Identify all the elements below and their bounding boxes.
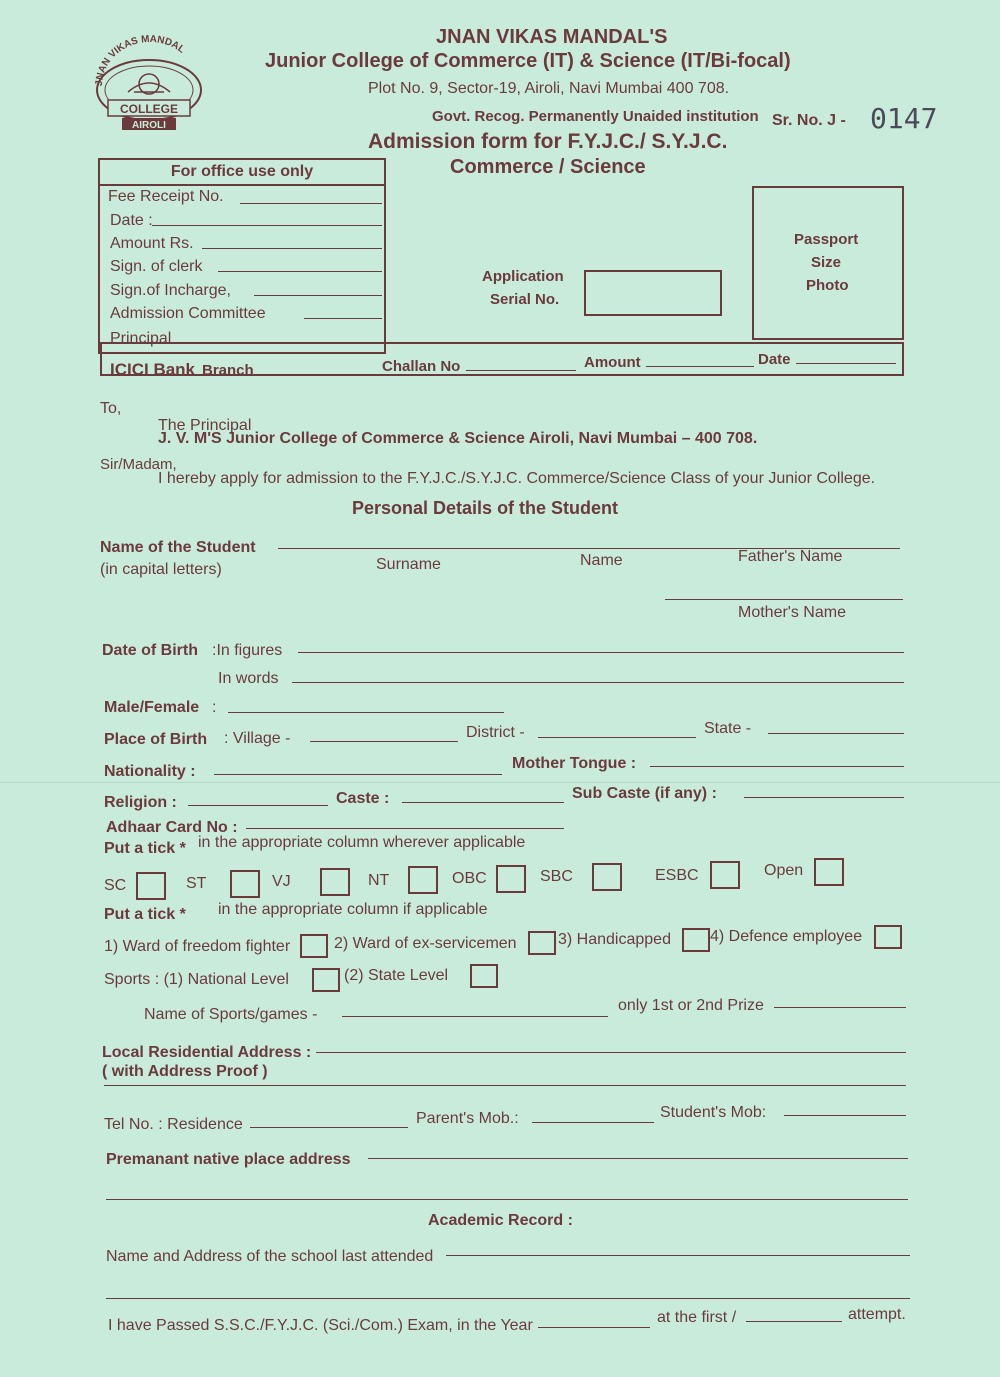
first-attempt-label: at the first /	[657, 1309, 737, 1326]
logo-place-text: AIROLI	[132, 120, 166, 131]
category-esbc-label: ESBC	[655, 867, 699, 884]
passed-exam-label: I have Passed S.S.C./F.Y.J.C. (Sci./Com.) Exam, in the Year	[108, 1317, 533, 1334]
college-logo	[88, 30, 210, 134]
gender-colon: :	[212, 699, 217, 716]
tel-residence-label: Tel No. : Residence	[104, 1116, 243, 1133]
category-sc-label: SC	[104, 877, 127, 894]
native-address-field-2[interactable]	[106, 1199, 908, 1200]
bank-date-field[interactable]	[796, 363, 896, 364]
branch-field[interactable]	[262, 374, 372, 375]
category-sc-checkbox[interactable]	[136, 872, 166, 900]
amount-label: Amount	[584, 354, 641, 371]
challan-field[interactable]	[466, 370, 576, 371]
logo-arc-text: JNAN VIKAS MANDAL	[93, 33, 187, 87]
sign-incharge-label: Sign.of Incharge,	[110, 282, 231, 299]
state-label: State -	[704, 720, 752, 737]
photo-label-line1: Passport	[794, 231, 859, 248]
mother-name-field[interactable]	[665, 599, 903, 600]
prize-field[interactable]	[774, 1007, 906, 1008]
serial-no-label: Serial No.	[490, 291, 560, 308]
ward-ex-servicemen-checkbox[interactable]	[528, 931, 556, 955]
category-tick-note: in the appropriate column wherever applicable	[198, 834, 526, 851]
challan-label: Challan No	[382, 358, 461, 375]
village-label: : Village -	[224, 730, 291, 747]
category-obc-label: OBC	[452, 870, 487, 887]
fee-receipt-label: Fee Receipt No.	[108, 188, 224, 205]
category-nt-checkbox[interactable]	[408, 866, 438, 894]
sports-name-field[interactable]	[342, 1016, 608, 1017]
defence-employee-label: 4) Defence employee	[710, 928, 863, 945]
academic-heading: Academic Record :	[428, 1212, 573, 1229]
recipient-label: The Principal	[158, 417, 252, 434]
sign-clerk-field[interactable]	[218, 271, 382, 272]
student-mob-label: Student's Mob:	[660, 1104, 767, 1121]
paper-fold-line	[0, 782, 1000, 783]
bank-date-label: Date	[758, 351, 791, 368]
school-last-attended-label: Name and Address of the school last attended	[106, 1248, 434, 1265]
adhaar-label: Adhaar Card No :	[106, 819, 238, 836]
category-sbc-checkbox[interactable]	[592, 863, 622, 891]
dob-figures-field[interactable]	[298, 652, 904, 653]
subcaste-label: Sub Caste (if any) :	[572, 785, 717, 802]
category-st-checkbox[interactable]	[230, 870, 260, 898]
caste-field[interactable]	[402, 802, 564, 803]
local-address-field-2[interactable]	[104, 1085, 906, 1086]
tel-residence-field[interactable]	[250, 1127, 408, 1128]
office-date-field[interactable]	[152, 225, 382, 226]
district-label: District -	[466, 724, 525, 741]
ward-freedom-fighter-checkbox[interactable]	[300, 934, 328, 958]
sports-state-label: (2) State Level	[344, 967, 449, 984]
mother-tongue-label: Mother Tongue :	[512, 755, 637, 772]
parent-mob-field[interactable]	[532, 1122, 654, 1123]
handicapped-checkbox[interactable]	[682, 928, 710, 952]
ward-freedom-fighter-label: 1) Ward of freedom fighter	[104, 938, 291, 955]
school-last-attended-field-2[interactable]	[106, 1298, 910, 1299]
nationality-field[interactable]	[214, 774, 502, 775]
personal-heading: Personal Details of the Student	[352, 498, 619, 518]
dob-words-label: In words	[218, 670, 279, 687]
office-date-label: Date :	[110, 212, 153, 229]
photo-label-line3: Photo	[806, 277, 849, 294]
religion-label: Religion :	[104, 794, 177, 811]
sign-clerk-label: Sign. of clerk	[110, 258, 203, 275]
college-address-line: J. V. M'S Junior College of Commerce & Science Airoli, Navi Mumbai – 400 708.	[158, 430, 758, 447]
local-address-sub: ( with Address Proof )	[102, 1063, 268, 1080]
salutation: Sir/Madam,	[100, 456, 177, 473]
sr-no-label: Sr. No. J -	[772, 112, 846, 129]
category-st-label: ST	[186, 875, 207, 892]
category-open-checkbox[interactable]	[814, 858, 844, 886]
attempt-field[interactable]	[746, 1321, 842, 1322]
category-esbc-checkbox[interactable]	[710, 861, 740, 889]
adhaar-field[interactable]	[246, 828, 564, 829]
pob-label: Place of Birth	[104, 731, 208, 748]
nationality-label: Nationality :	[104, 763, 196, 780]
form-subtitle: Commerce / Science	[450, 156, 646, 178]
admission-committee-field[interactable]	[304, 318, 382, 319]
father-name-label: Father's Name	[738, 548, 843, 565]
sports-name-label: Name of Sports/games -	[144, 1006, 318, 1023]
student-name-label: Name of the Student	[100, 539, 256, 556]
icici-label: ICICI Bank	[110, 360, 196, 379]
dob-words-field[interactable]	[292, 682, 904, 683]
subcaste-field[interactable]	[744, 797, 904, 798]
category-sbc-label: SBC	[540, 868, 573, 885]
category-tick-label: Put a tick *	[104, 840, 186, 857]
district-field[interactable]	[538, 737, 696, 738]
to-label: To,	[100, 400, 122, 417]
local-address-field-1[interactable]	[316, 1052, 906, 1053]
sports-state-checkbox[interactable]	[470, 964, 498, 988]
dob-label: Date of Birth	[102, 642, 198, 659]
special-tick-note: in the appropriate column if applicable	[218, 901, 488, 918]
mother-name-label: Mother's Name	[738, 604, 846, 621]
recognition-text: Govt. Recog. Permanently Unaided institution	[432, 108, 759, 125]
principal-label: Principal	[110, 330, 172, 347]
category-vj-label: VJ	[272, 873, 291, 890]
form-title: Admission form for F.Y.J.C./ S.Y.J.C.	[368, 130, 728, 153]
mother-tongue-field[interactable]	[650, 766, 904, 767]
application-body: I hereby apply for admission to the F.Y.J.C./S.Y.J.C. Commerce/Science Class of your Junior College.	[158, 470, 876, 487]
special-tick-label: Put a tick *	[104, 906, 186, 923]
amount-rs-label: Amount Rs.	[110, 235, 194, 252]
college-address: Plot No. 9, Sector-19, Airoli, Navi Mumbai 400 708.	[368, 80, 730, 97]
application-label: Application	[482, 268, 564, 285]
org-name: JNAN VIKAS MANDAL'S	[436, 26, 668, 48]
native-address-label: Premanant native place address	[106, 1151, 351, 1168]
student-mob-field[interactable]	[784, 1115, 906, 1116]
dob-figures-label: :In figures	[212, 642, 283, 659]
office-use-heading: For office use only	[100, 160, 384, 186]
serial-no-box[interactable]	[584, 270, 722, 316]
village-field[interactable]	[310, 741, 458, 742]
surname-label: Surname	[376, 556, 441, 573]
state-field[interactable]	[768, 733, 904, 734]
category-open-label: Open	[764, 862, 804, 879]
sign-incharge-field[interactable]	[254, 295, 382, 296]
gender-field[interactable]	[228, 712, 504, 713]
handicapped-label: 3) Handicapped	[558, 931, 671, 948]
fee-receipt-field[interactable]	[240, 203, 382, 204]
logo-college-text: COLLEGE	[119, 102, 179, 116]
admission-committee-label: Admission Committee	[110, 305, 266, 322]
category-obc-checkbox[interactable]	[496, 865, 526, 893]
native-address-field-1[interactable]	[368, 1158, 908, 1159]
amount-rs-field[interactable]	[202, 248, 382, 249]
passed-year-field[interactable]	[538, 1327, 650, 1328]
sports-national-checkbox[interactable]	[312, 968, 340, 992]
parent-mob-label: Parent's Mob.:	[416, 1110, 519, 1127]
sr-no-value: 0147	[870, 102, 938, 135]
name-label: Name	[580, 552, 623, 569]
photo-label-line2: Size	[811, 254, 842, 271]
local-address-label: Local Residential Address :	[102, 1044, 312, 1061]
prize-label: only 1st or 2nd Prize	[618, 997, 764, 1014]
student-name-sub: (in capital letters)	[100, 561, 222, 578]
sports-national-label: Sports : (1) National Level	[104, 971, 289, 988]
religion-field[interactable]	[188, 805, 328, 806]
attempt-label: attempt.	[848, 1306, 906, 1323]
caste-label: Caste :	[336, 790, 390, 807]
amount-field[interactable]	[646, 366, 754, 367]
ward-ex-servicemen-label: 2) Ward of ex-servicemen	[334, 935, 517, 952]
school-last-attended-field-1[interactable]	[446, 1255, 910, 1256]
category-nt-label: NT	[368, 872, 390, 889]
defence-employee-checkbox[interactable]	[874, 925, 902, 949]
gender-label: Male/Female	[104, 699, 200, 716]
college-name: Junior College of Commerce (IT) & Science (IT/Bi-focal)	[265, 50, 791, 72]
category-vj-checkbox[interactable]	[320, 868, 350, 896]
branch-label: Branch	[202, 362, 254, 379]
